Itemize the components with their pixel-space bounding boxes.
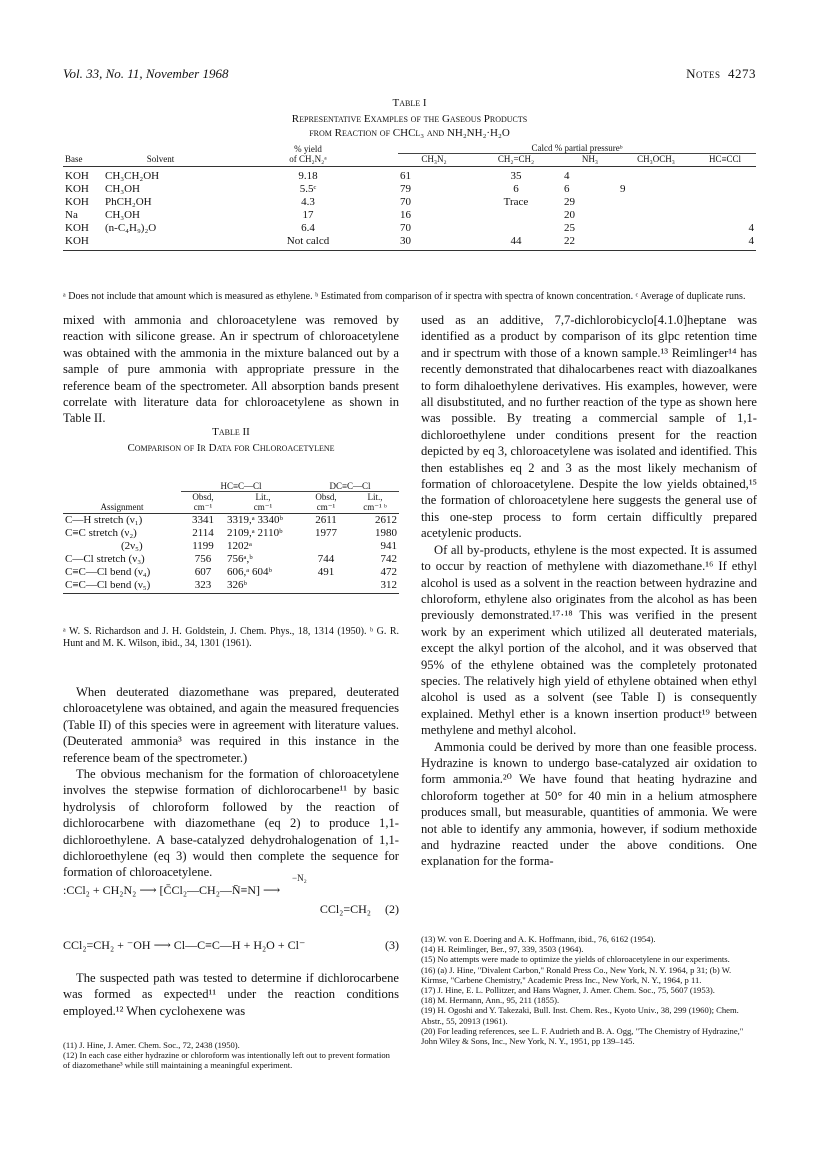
table-cell: 2611 bbox=[315, 514, 337, 526]
reference-item: (16) (a) J. Hine, "Divalent Carbon," Ronald Press Co., New York, N. Y. 1964, p 31; (b) W. Kirmse, "Carbene Chemistry," Academic Press Inc., New York, N. Y., 1964, p 11. bbox=[421, 964, 732, 985]
table-cell bbox=[694, 167, 756, 184]
table-cell: 6.4 bbox=[301, 222, 315, 234]
table1 bbox=[63, 143, 756, 251]
table2-head-unit-b: cm⁻¹ ᵇ bbox=[351, 502, 399, 514]
table-cell: C≡C stretch (ν₂) bbox=[65, 527, 137, 539]
table2-head-obsd: Obsd, bbox=[192, 492, 214, 502]
table-cell: 2109,ᵃ 2110ᵇ bbox=[227, 527, 283, 539]
table-cell: 61 bbox=[400, 170, 411, 182]
equation-3 bbox=[63, 938, 399, 953]
eq2-right: CCl₂=CH₂ bbox=[319, 902, 371, 916]
table-cell: 79 bbox=[400, 183, 411, 195]
table1-head-solvent: Solvent bbox=[103, 154, 218, 167]
table-cell bbox=[618, 167, 694, 184]
table1-head-yield: % yield bbox=[294, 143, 322, 154]
table-cell: (2ν₅) bbox=[121, 540, 143, 552]
table-cell: C—Cl stretch (ν₃) bbox=[65, 553, 145, 565]
paragraph: mixed with ammonia and chloroacetylene was removed by reaction with silicone grease. An ir spectrum of chloroacetylene was obtained with the ammonia in the mixture balanced out by a sample of pure ammonia with appropriate pressure in the reference beam of the spectrometer. All absorption bands present correlate with literature data for chloroacetylene as shown in Table II. bbox=[63, 313, 399, 426]
table-row bbox=[63, 167, 756, 184]
left-column-bottom bbox=[63, 970, 399, 1019]
table-cell: 1202ᵃ bbox=[227, 540, 253, 552]
right-column bbox=[421, 312, 757, 870]
table-row bbox=[63, 235, 756, 251]
table-cell: 35 bbox=[510, 170, 522, 182]
table-cell: C≡C—Cl bend (ν₅) bbox=[63, 579, 181, 594]
table-cell: KOH bbox=[65, 196, 89, 208]
table1-head-c5: HC≡CCl bbox=[694, 154, 756, 167]
table2-footnotes: ᵃ W. S. Richardson and J. H. Goldstein, J. Chem. Phys., 18, 1314 (1950). ᵇ G. R. Hunt and M. K. Wilson, ibid., 34, 1301 (1961). bbox=[63, 626, 399, 649]
left-column-top bbox=[63, 312, 399, 427]
table-cell: 70 bbox=[400, 222, 411, 234]
equation-number: (2) bbox=[385, 902, 399, 916]
table-row bbox=[63, 553, 399, 566]
table-cell: 20 bbox=[564, 209, 575, 221]
table2-head-assignment: Assignment bbox=[63, 502, 181, 514]
reference-item: (20) For leading references, see L. F. Audrieth and B. A. Ogg, "The Chemistry of Hydrazine," John Wiley & Sons, Inc., New York, N. Y., 1951, pp 139–145. bbox=[421, 1025, 744, 1047]
table2-head-lit: Lit., bbox=[367, 492, 383, 502]
table-cell: 16 bbox=[400, 209, 411, 221]
table-cell: KOH bbox=[65, 183, 89, 195]
right-references bbox=[421, 934, 757, 1046]
table-cell: Trace bbox=[503, 196, 529, 208]
table-cell: 4 bbox=[748, 222, 754, 234]
page-header-right bbox=[686, 66, 756, 82]
table-cell: 3341 bbox=[192, 514, 214, 526]
reference-item: (18) M. Hermann, Ann., 95, 211 (1855). bbox=[421, 995, 560, 1006]
table-cell: 29 bbox=[564, 196, 575, 208]
table-cell: 9.18 bbox=[298, 170, 318, 182]
table-cell: 491 bbox=[317, 566, 335, 578]
table-row bbox=[63, 209, 756, 222]
table1-head-c1: CH₃N₂ bbox=[398, 154, 470, 167]
table-cell: 6 bbox=[513, 183, 519, 195]
reference-item: (19) H. Ogoshi and Y. Takezaki, Bull. Inst. Chem. Res., Kyoto Univ., 38, 299 (1960); Chem. Abstr., 55, 20913 (1961). bbox=[421, 1005, 739, 1026]
table-cell bbox=[618, 196, 694, 209]
table-row bbox=[63, 183, 756, 196]
table2-head-unit: cm⁻¹ bbox=[225, 502, 301, 514]
table-cell: C≡C—Cl bend (ν₄) bbox=[65, 566, 151, 578]
table-cell: 22 bbox=[562, 235, 618, 251]
eq2-left: :CCl₂ + CH₂N₂ ⟶ [C̄Cl₂—CH₂—N̄≡N] ⟶ bbox=[63, 883, 281, 897]
table1-number: Table I bbox=[392, 97, 427, 109]
table-row bbox=[63, 540, 399, 553]
table1-head-c4: CH₃OCH₃ bbox=[618, 154, 694, 167]
table-cell bbox=[618, 235, 694, 251]
table1-footnotes: ᵃ Does not include that amount which is measured as ethylene. ᵇ Estimated from comparison of ir spectra with spectra of known concentration. ᶜ Average of duplicate runs. bbox=[63, 291, 746, 302]
paragraph: The obvious mechanism for the formation of chloroacetylene involves the stepwise formation of dichlorocarbene¹¹ by basic hydrolysis of chloroform followed by the reaction of dichlorocarbene with diazomethane (eq 2) to produce 1,1-dichloroethylene. A base-catalyzed dehydrohalogenation of 1,1-dichloroethylene (eq 3) would then complete the sequence for formation of chloroacetylene. bbox=[63, 767, 399, 880]
table-cell: 606,ᵃ 604ᵇ bbox=[227, 566, 272, 578]
table-row bbox=[63, 222, 756, 235]
reference-item: (17) J. Hine, E. L. Pollitzer, and Hans Wagner, J. Amer. Chem. Soc., 75, 5607 (1953). bbox=[421, 985, 715, 996]
table-row bbox=[63, 196, 756, 209]
reference-item: (12) In each case either hydrazine or chloroform was intentionally left out to prevent formation of diazomethane³ while still maintaining a meaningful experiment. bbox=[63, 1050, 390, 1071]
table-cell: 4 bbox=[564, 170, 570, 182]
table-cell: 326ᵇ bbox=[225, 579, 301, 594]
table2-head-unit: cm⁻¹ bbox=[181, 502, 225, 514]
page-number: 4273 bbox=[728, 66, 756, 81]
paragraph: Ammonia could be derived by more than one feasible process. Hydrazine is known to undergo base-catalyzed air oxidation to form ammonia.²⁰ We have found that heating hydrazine and chloroform together at 50° for 40 min in a helium atmosphere produces small, but measurable, quantities of ammonia. We were not able to identify any ammonia, however, if sodium methoxide and hydrazine reacted under the above conditions. One explanation for the forma- bbox=[421, 739, 757, 869]
journal-volume-header: Vol. 33, No. 11, November 1968 bbox=[63, 66, 229, 81]
table-cell: 4.3 bbox=[301, 196, 315, 208]
equation-number: (3) bbox=[385, 938, 399, 952]
table-cell: CH₃OH bbox=[105, 209, 141, 221]
table-cell: 756 bbox=[194, 553, 212, 565]
table-cell: 70 bbox=[400, 196, 411, 208]
table-cell: KOH bbox=[65, 222, 89, 234]
table-cell bbox=[301, 540, 351, 553]
eq2-overset: −N₂ bbox=[292, 873, 307, 883]
table-cell: 1977 bbox=[315, 527, 337, 539]
left-column-middle bbox=[63, 684, 399, 881]
table-cell: 756ᵃ,ᵇ bbox=[227, 553, 253, 565]
paragraph: Of all by-products, ethylene is the most expected. It is assumed to occur by reaction of methylene with diazomethane.¹⁶ If ethyl alcohol is used as a solvent in the reaction between hydrazine and chloroform, ethylene also originates from the alcohol as has been previously demonstrated.¹⁷·¹⁸ This was verified in the present work by an experiment which utilized all deuterated materials, except the alkyl portion of the alcohol, and it was observed that 95% of the ethylene obtained was the completely protonated species. The relatively high yield of ethylene obtained when ethyl alcohol is used as a solvent (see Table I) is consequently explained. Methyl ether is a known insertion product¹⁹ between methylene and methyl alcohol. bbox=[421, 542, 757, 738]
table-cell: CH₃CH₂OH bbox=[105, 170, 160, 182]
table-cell: 1199 bbox=[192, 540, 214, 552]
reference-item: (13) W. von E. Doering and A. K. Hoffmann, ibid., 76, 6162 (1954). bbox=[421, 934, 656, 944]
section-label: Notes bbox=[686, 66, 721, 81]
table-cell: 9 bbox=[620, 183, 626, 195]
table-cell: 607 bbox=[194, 566, 212, 578]
table-cell: 323 bbox=[181, 579, 225, 594]
table-cell: 1980 bbox=[375, 527, 397, 539]
table-row bbox=[63, 579, 399, 594]
table-cell: 5.5ᶜ bbox=[299, 183, 317, 195]
table1-head-yield-sub: of CH₂N₂ᵃ bbox=[218, 154, 398, 167]
table-cell: 17 bbox=[302, 209, 314, 221]
table-cell: C—H stretch (ν₁) bbox=[65, 514, 143, 526]
paragraph: When deuterated diazomethane was prepared, deuterated chloroacetylene was obtained, and again the measured frequencies (Table II) of this species were in agreement with literature values. (Deuterated ammonia³ was required in this instance in the reference beam of the spectrometer.) bbox=[63, 685, 399, 765]
table-cell: 3319,ᵃ 3340ᵇ bbox=[227, 514, 283, 526]
table-cell bbox=[618, 209, 694, 222]
equation-2 bbox=[63, 883, 399, 898]
table-row bbox=[63, 566, 399, 579]
left-references bbox=[63, 1040, 399, 1071]
reference-item: (14) H. Reimlinger, Ber., 97, 339, 3503 (1964). bbox=[421, 944, 584, 955]
table-cell: 744 bbox=[317, 553, 335, 565]
eq3-text: CCl₂=CH₂ + ⁻OH ⟶ Cl—C≡C—H + H₂O + Cl⁻ bbox=[63, 938, 306, 952]
paragraph: The suspected path was tested to determine if dichlorocarbene was formed as expected¹¹ under the reaction conditions employed.¹² When cyclohexene was bbox=[63, 971, 399, 1018]
table2-number: Table II bbox=[212, 426, 250, 438]
table1-title-line2: from Reaction of CHCl₃ and NH₂NH₂·H₂O bbox=[309, 127, 510, 139]
table1-head-c2: CH₂=CH₂ bbox=[470, 154, 562, 167]
table-cell: 941 bbox=[380, 540, 397, 552]
table-cell bbox=[470, 209, 562, 222]
table-row bbox=[63, 514, 399, 528]
reference-item: (15) No attempts were made to optimize the yields of chloroacetylene in our experiments. bbox=[421, 954, 730, 965]
table-cell: Not calcd bbox=[218, 235, 398, 251]
table2-group-d: DC≡C—Cl bbox=[301, 481, 399, 492]
table-cell: 4 bbox=[694, 235, 756, 251]
table-cell bbox=[694, 196, 756, 209]
paragraph: used as an additive, 7,7-dichlorobicyclo[4.1.0]heptane was identified as a product by comparison of its glpc retention time and ir spectrum with those of a known sample.¹³ Reimlinger¹⁴ has recently demonstrated that dihalocarbenes react with diazoalkanes to form dihaloethylene derivatives. His examples, however, were all disubstituted, and no further reaction of the type as shown here was possible. By treating a commercial sample of 1,1-dichloroethylene under conditions present for the reaction depicted by eq 3, chloroacetylene was isolated and identified. This then establishes eq 2 and 3 as the most likely mechanism of formation of chloroacetylene. Despite the low yields obtained,¹⁵ the formation of chloroacetylene here suggests the general use of this one-step process to form certain difficultly prepared acetylenic products. bbox=[421, 313, 757, 541]
table2-head-obsd: Obsd, bbox=[315, 492, 337, 502]
table2-group-h: HC≡C—Cl bbox=[181, 481, 301, 492]
table-cell: 44 bbox=[470, 235, 562, 251]
table-cell: Na bbox=[65, 209, 78, 221]
table1-head-calcd: Calcd % partial pressureᵇ bbox=[398, 143, 756, 154]
table2-head-unit: cm⁻¹ bbox=[301, 502, 351, 514]
table-cell: PhCH₂OH bbox=[105, 196, 152, 208]
table-cell bbox=[618, 222, 694, 235]
table-cell: (n-C₄H₉)₂O bbox=[105, 222, 157, 234]
table2 bbox=[63, 481, 399, 594]
reference-item: (11) J. Hine, J. Amer. Chem. Soc., 72, 2438 (1950). bbox=[63, 1040, 240, 1050]
table-cell: 30 bbox=[398, 235, 470, 251]
table-cell: KOH bbox=[65, 170, 89, 182]
table2-title: Comparison of Ir Data for Chloroacetylene bbox=[127, 442, 335, 454]
table-cell: 2114 bbox=[192, 527, 214, 539]
table-cell: 312 bbox=[351, 579, 399, 594]
table-cell bbox=[301, 579, 351, 594]
table-cell: 742 bbox=[380, 553, 397, 565]
table-cell: 2612 bbox=[375, 514, 397, 526]
table-cell bbox=[470, 222, 562, 235]
table-row bbox=[63, 527, 399, 540]
table1-head-c3: NH₃ bbox=[562, 154, 618, 167]
table-cell: 6 bbox=[564, 183, 570, 195]
table-cell: CH₃OH bbox=[105, 183, 141, 195]
table-cell bbox=[103, 235, 218, 251]
table1-head-base: Base bbox=[63, 154, 103, 167]
table-cell: KOH bbox=[63, 235, 103, 251]
table1-title-line1: Representative Examples of the Gaseous Products bbox=[291, 113, 528, 125]
table-cell bbox=[694, 209, 756, 222]
table-cell: 25 bbox=[564, 222, 575, 234]
table2-head-lit: Lit., bbox=[255, 492, 271, 502]
table-cell: 472 bbox=[380, 566, 397, 578]
table-cell bbox=[694, 183, 756, 196]
